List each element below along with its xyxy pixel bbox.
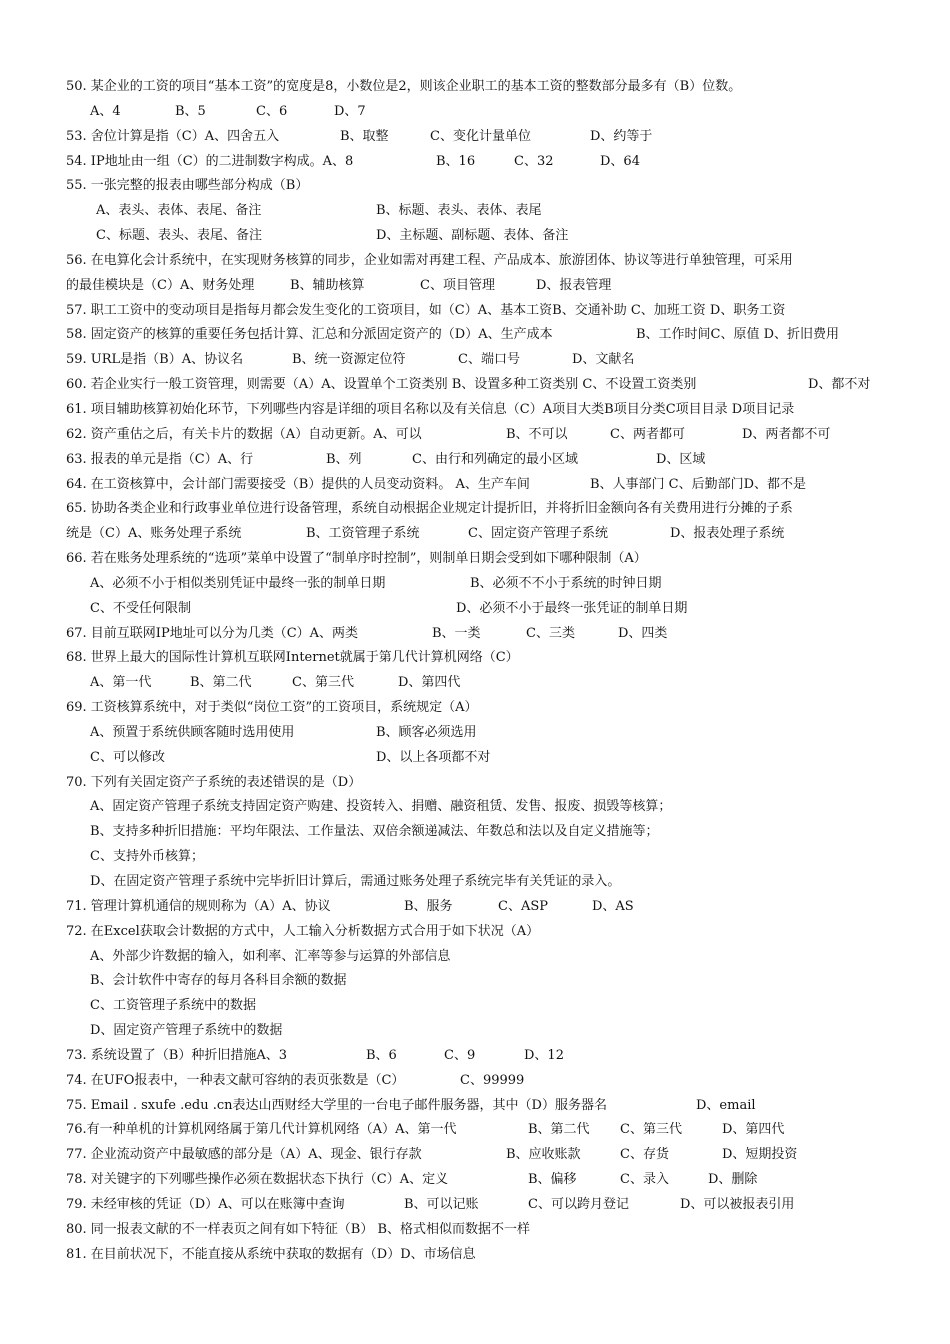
text-segment: B、第二代 bbox=[528, 1122, 590, 1138]
text-line bbox=[0, 1218, 950, 1243]
text-line bbox=[0, 994, 950, 1019]
text-segment: C、ASP bbox=[498, 898, 548, 914]
text-line bbox=[0, 1019, 950, 1044]
text-line bbox=[0, 125, 950, 150]
text-line bbox=[0, 547, 950, 572]
text-line bbox=[0, 1193, 950, 1218]
text-segment: B、顾客必须选用 bbox=[376, 724, 477, 740]
text-segment: D、在固定资产管理子系统中完毕折旧计算后，需通过账务处理子系统完毕有关凭证的录入。 bbox=[90, 874, 621, 889]
text-line bbox=[0, 1094, 950, 1119]
text-line bbox=[0, 1118, 950, 1143]
text-line bbox=[0, 1069, 950, 1094]
text-segment: B、标题、表头、表体、表尾 bbox=[376, 203, 542, 219]
text-segment: C、工资管理子系统中的数据 bbox=[90, 998, 256, 1014]
text-segment: C、99999 bbox=[460, 1072, 525, 1088]
text-segment: 76.有一种单机的计算机网络属于第几代计算机网络（A）A、第一代 bbox=[66, 1122, 457, 1138]
text-segment: C、可以修改 bbox=[90, 749, 165, 765]
text-line bbox=[0, 920, 950, 945]
text-segment: C、两者都可 bbox=[610, 426, 685, 442]
text-segment: 70. 下列有关固定资产子系统的表述错误的是（D） bbox=[66, 774, 362, 790]
text-segment: 统是（C）A、账务处理子系统 bbox=[66, 526, 242, 542]
text-segment: 73. 系统设置了（B）种折旧措施A、3 bbox=[66, 1047, 288, 1063]
text-segment: D、AS bbox=[592, 898, 634, 914]
text-segment: C、6 bbox=[256, 103, 288, 119]
text-segment: 50. 某企业的工资的项目“基本工资”的宽度是8，小数位是2，则该企业职工的基本工资的整数部分最多有（B）位数。 bbox=[66, 79, 742, 94]
text-segment: C、不受任何限制 bbox=[90, 600, 191, 616]
text-segment: D、第四代 bbox=[722, 1122, 785, 1138]
text-segment: C、端口号 bbox=[458, 352, 520, 368]
text-segment: D、主标题、副标题、表体、备注 bbox=[376, 228, 569, 244]
text-line bbox=[0, 721, 950, 746]
text-line bbox=[0, 1243, 950, 1268]
text-segment: C、第三代 bbox=[292, 675, 354, 691]
text-line bbox=[0, 945, 950, 970]
text-segment: C、标题、表头、表尾、备注 bbox=[96, 228, 262, 244]
text-line bbox=[0, 795, 950, 820]
text-line bbox=[0, 646, 950, 671]
text-segment: C、固定资产管理子系统 bbox=[468, 526, 608, 542]
text-segment: C、32 bbox=[514, 153, 554, 169]
text-segment: D、可以被报表引用 bbox=[680, 1196, 795, 1212]
text-line bbox=[0, 373, 950, 398]
text-segment: 65. 协助各类企业和行政事业单位进行设备管理，系统自动根据企业规定计提折旧，并将折旧金额向各有关费用进行分摊的子系 bbox=[66, 501, 793, 517]
text-line bbox=[0, 622, 950, 647]
text-segment: B、16 bbox=[436, 153, 476, 169]
text-segment: 81. 在目前状况下，不能直接从系统中获取的数据有（D）D、市场信息 bbox=[66, 1246, 476, 1262]
text-segment: B、统一资源定位符 bbox=[292, 352, 406, 368]
text-segment: D、短期投资 bbox=[722, 1147, 798, 1163]
text-segment: B、不可以 bbox=[506, 426, 568, 442]
text-segment: A、必须不小于相似类别凭证中最终一张的制单日期 bbox=[90, 575, 386, 591]
text-line bbox=[0, 969, 950, 994]
text-segment: 75. Email . sxufe .edu .cn表达山西财经大学里的一台电子邮件服务器，其中（D）服务器名 bbox=[66, 1097, 607, 1113]
text-segment: 63. 报表的单元是指（C）A、行 bbox=[66, 451, 254, 467]
text-segment: B、取整 bbox=[340, 128, 389, 144]
text-segment: D、必须不小于最终一张凭证的制单日期 bbox=[456, 600, 688, 616]
text-segment: C、三类 bbox=[526, 625, 575, 641]
text-segment: C、支持外币核算； bbox=[90, 849, 204, 865]
text-segment: 72. 在Excel获取会计数据的方式中，人工输入分析数据方式合用于如下状况（A） bbox=[66, 923, 540, 939]
text-line bbox=[0, 448, 950, 473]
text-segment: D、12 bbox=[524, 1047, 564, 1063]
text-line bbox=[0, 870, 950, 895]
text-segment: 80. 同一报表文献的不一样表页之间有如下特征（B） B、格式相似而数据不一样 bbox=[66, 1221, 531, 1237]
text-line bbox=[0, 771, 950, 796]
text-segment: D、文献名 bbox=[572, 352, 635, 368]
text-line bbox=[0, 423, 950, 448]
text-segment: D、报表处理子系统 bbox=[670, 526, 785, 542]
text-segment: 68. 世界上最大的国际性计算机互联网Internet就属于第几代计算机网络（C） bbox=[66, 650, 519, 666]
text-segment: B、6 bbox=[366, 1047, 397, 1063]
text-line bbox=[0, 497, 950, 522]
text-segment: 74. 在UFO报表中，一种表文献可容纳的表页张数是（C） bbox=[66, 1072, 405, 1088]
text-line bbox=[0, 895, 950, 920]
text-segment: A、预置于系统供顾客随时选用使用 bbox=[90, 724, 295, 740]
text-line bbox=[0, 150, 950, 175]
text-segment: C、变化计量单位 bbox=[430, 128, 531, 144]
text-segment: B、应收账款 bbox=[506, 1147, 581, 1163]
text-segment: 57. 职工工资中的变动项目是指每月都会发生变化的工资项目，如（C）A、基本工资B、交通补助 C、加班工资 D、职务工资 bbox=[66, 302, 786, 318]
text-segment: C、存货 bbox=[620, 1147, 669, 1163]
text-line bbox=[0, 671, 950, 696]
text-line bbox=[0, 249, 950, 274]
text-segment: D、区域 bbox=[656, 451, 706, 467]
text-segment: B、服务 bbox=[404, 898, 453, 914]
text-segment: B、一类 bbox=[432, 625, 481, 641]
text-segment: B、第二代 bbox=[190, 675, 252, 691]
text-segment: A、表头、表体、表尾、备注 bbox=[96, 203, 262, 219]
text-segment: 69. 工资核算系统中，对于类似“岗位工资”的工资项目，系统规定（A） bbox=[66, 700, 478, 716]
text-segment: C、录入 bbox=[620, 1172, 669, 1188]
text-line bbox=[0, 174, 950, 199]
text-segment: C、可以跨月登记 bbox=[528, 1196, 629, 1212]
text-segment: 67. 目前互联网IP地址可以分为几类（C）A、两类 bbox=[66, 625, 359, 641]
text-segment: D、64 bbox=[600, 153, 640, 169]
text-line bbox=[0, 1143, 950, 1168]
text-segment: 78. 对关键字的下列哪些操作必须在数据状态下执行（C）A、定义 bbox=[66, 1172, 449, 1188]
text-segment: 56. 在电算化会计系统中，在实现财务核算的同步，企业如需对再建工程、产品成本、旅游团体、协议等进行单独管理，可采用 bbox=[66, 252, 793, 268]
text-segment: A、固定资产管理子系统支持固定资产购建、投资转入、捐赠、融资租赁、发售、报废、损毁等核算； bbox=[90, 799, 672, 815]
text-segment: 60. 若企业实行一般工资管理，则需要（A）A、设置单个工资类别 B、设置多种工资类别 C、不设置工资类别 bbox=[66, 377, 697, 393]
text-segment: 54. IP地址由一组（C）的二进制数字构成。A、8 bbox=[66, 153, 354, 169]
text-segment: D、删除 bbox=[708, 1172, 758, 1188]
text-segment: D、email bbox=[696, 1097, 756, 1113]
text-segment: 79. 未经审核的凭证（D）A、可以在账簿中查询 bbox=[66, 1196, 345, 1212]
text-line bbox=[0, 820, 950, 845]
text-segment: 59. URL是指（B）A、协议名 bbox=[66, 352, 244, 368]
text-segment: 66. 若在账务处理系统的“选项”菜单中设置了“制单序时控制”，则制单日期会受到如下哪种限制（A） bbox=[66, 551, 647, 567]
text-segment: D、7 bbox=[334, 103, 366, 119]
text-segment: D、都不对 bbox=[808, 377, 871, 393]
text-line bbox=[0, 696, 950, 721]
text-line bbox=[0, 75, 950, 100]
text-segment: B、可以记账 bbox=[404, 1196, 479, 1212]
text-segment: B、工资管理子系统 bbox=[306, 526, 420, 542]
text-segment: 53. 舍位计算是指（C）A、四舍五入 bbox=[66, 128, 280, 144]
text-line bbox=[0, 473, 950, 498]
text-segment: B、偏移 bbox=[528, 1172, 577, 1188]
text-segment: 的最佳模块是（C）A、财务处理 bbox=[66, 277, 255, 293]
text-line bbox=[0, 299, 950, 324]
text-line bbox=[0, 845, 950, 870]
text-segment: D、第四代 bbox=[398, 675, 461, 691]
text-segment: D、四类 bbox=[618, 625, 668, 641]
text-line bbox=[0, 746, 950, 771]
text-line bbox=[0, 398, 950, 423]
text-segment: 71. 管理计算机通信的规则称为（A）A、协议 bbox=[66, 898, 331, 914]
text-line bbox=[0, 274, 950, 299]
text-line bbox=[0, 224, 950, 249]
text-line bbox=[0, 348, 950, 373]
text-segment: B、辅助核算 bbox=[290, 277, 365, 293]
text-segment: C、由行和列确定的最小区域 bbox=[412, 451, 578, 467]
text-segment: D、约等于 bbox=[590, 128, 653, 144]
text-line bbox=[0, 199, 950, 224]
text-segment: B、工作时间C、原值 D、折旧费用 bbox=[636, 327, 840, 343]
text-line bbox=[0, 522, 950, 547]
text-segment: 61. 项目辅助核算初始化环节，下列哪些内容是详细的项目名称以及有关信息（C）A项目大类B项目分类C项目目录 D项目记录 bbox=[66, 401, 795, 417]
text-line bbox=[0, 100, 950, 125]
text-line bbox=[0, 1168, 950, 1193]
text-line bbox=[0, 572, 950, 597]
text-segment: B、支持多种折旧措施：平均年限法、工作量法、双倍余额递减法、年数总和法以及自定义措施等； bbox=[90, 824, 659, 840]
text-segment: A、4 bbox=[90, 103, 121, 119]
text-segment: C、项目管理 bbox=[420, 277, 495, 293]
text-segment: D、以上各项都不对 bbox=[376, 749, 491, 765]
text-line bbox=[0, 323, 950, 348]
text-segment: B、5 bbox=[175, 103, 206, 119]
text-segment: C、第三代 bbox=[620, 1122, 682, 1138]
text-segment: B、会计软件中寄存的每月各科目余额的数据 bbox=[90, 973, 347, 989]
text-segment: A、外部少许数据的输入，如利率、汇率等参与运算的外部信息 bbox=[90, 948, 451, 964]
text-segment: B、列 bbox=[326, 451, 362, 467]
text-segment: B、必须不不小于系统的时钟日期 bbox=[470, 575, 662, 591]
text-segment: 62. 资产重估之后，有关卡片的数据（A）自动更新。A、可以 bbox=[66, 426, 422, 442]
text-segment: 58. 固定资产的核算的重要任务包括计算、汇总和分派固定资产的（D）A、生产成本 bbox=[66, 327, 553, 343]
text-segment: 77. 企业流动资产中最敏感的部分是（A）A、现金、银行存款 bbox=[66, 1147, 422, 1163]
text-line bbox=[0, 597, 950, 622]
text-segment: 55. 一张完整的报表由哪些部分构成（B） bbox=[66, 178, 309, 194]
text-segment: D、固定资产管理子系统中的数据 bbox=[90, 1023, 283, 1039]
text-segment: C、9 bbox=[444, 1047, 476, 1063]
text-segment: 64. 在工资核算中，会计部门需要接受（B）提供的人员变动资料。 A、生产车间 bbox=[66, 476, 530, 492]
text-segment: B、人事部门 C、后勤部门D、都不是 bbox=[590, 476, 807, 492]
text-segment: D、两者都不可 bbox=[742, 426, 831, 442]
text-segment: A、第一代 bbox=[90, 675, 152, 691]
text-line bbox=[0, 1044, 950, 1069]
text-segment: D、报表管理 bbox=[536, 277, 612, 293]
